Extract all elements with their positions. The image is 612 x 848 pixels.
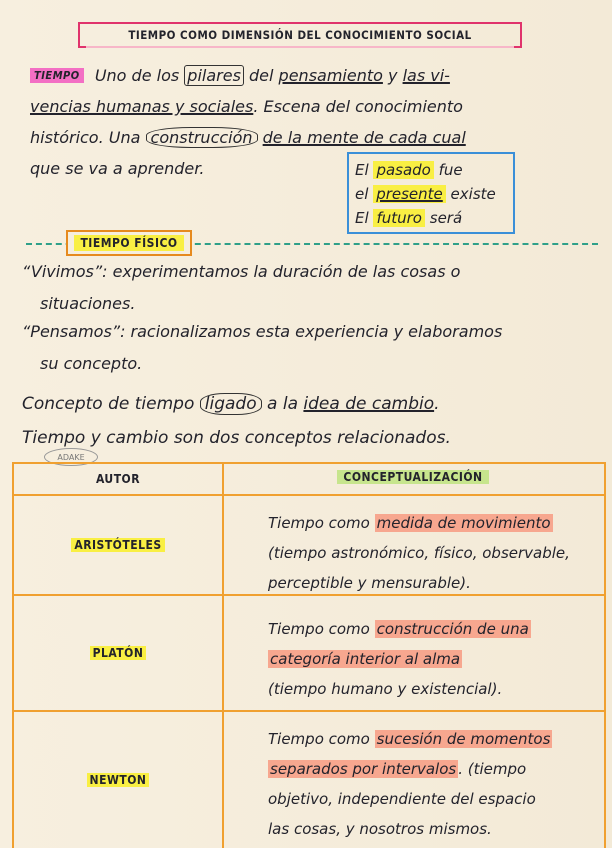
tiempo-fisico-heading: TIEMPO FÍSICO <box>66 230 192 256</box>
tiempo-label: TIEMPO <box>30 68 84 83</box>
table-row-author: NEWTON <box>14 712 222 848</box>
table-row-concept: Tiempo como construcción de una categoría interior al alma (tiempo humano y existencial). <box>268 620 529 698</box>
construccion-word: construcción <box>146 127 258 148</box>
vivimos-paragraph: “Vivimos”: experimentamos la duración de las cosas o situaciones. <box>22 262 461 313</box>
pilares-word: pilares <box>184 65 244 86</box>
concepto-line: Concepto de tiempo ligado a la idea de cambio. <box>22 394 440 414</box>
page-title: TIEMPO COMO DIMENSIÓN DEL CONOCIMIENTO SOCIAL <box>78 22 522 48</box>
time-tenses-box <box>347 152 515 234</box>
authors-table <box>12 462 606 848</box>
table-row-author: PLATÓN <box>14 596 222 710</box>
future-line: El futuro será <box>355 209 463 227</box>
ligado-word: ligado <box>200 393 262 415</box>
header-author: AUTOR <box>95 472 141 486</box>
stamp-mark: ADAKE <box>44 448 98 466</box>
present-line: el presente existe <box>355 185 496 203</box>
header-concept: CONCEPTUALIZACIÓN <box>222 470 604 484</box>
pensamos-paragraph: “Pensamos”: racionalizamos esta experiencia y elaboramos su concepto. <box>22 322 503 373</box>
table-row-concept: Tiempo como medida de movimiento (tiempo astronómico, físico, observable, perceptible y mensurable). <box>268 514 570 592</box>
tiempo-definition: TIEMPO Uno de los pilares del pensamiento y las vi- vencias humanas y sociales. Escena del conocimiento histórico. Una construcción de la mente de cada cual que se va a aprender. <box>30 66 466 178</box>
past-line: El pasado fue <box>355 161 463 179</box>
table-row-author: ARISTÓTELES <box>14 496 222 594</box>
table-row-concept: Tiempo como sucesión de momentos separados por intervalos . (tiempo objetivo, independiente del espacio las cosas, y nosotros mismos. <box>268 730 551 838</box>
cambio-line: Tiempo y cambio son dos conceptos relacionados. <box>22 428 451 448</box>
